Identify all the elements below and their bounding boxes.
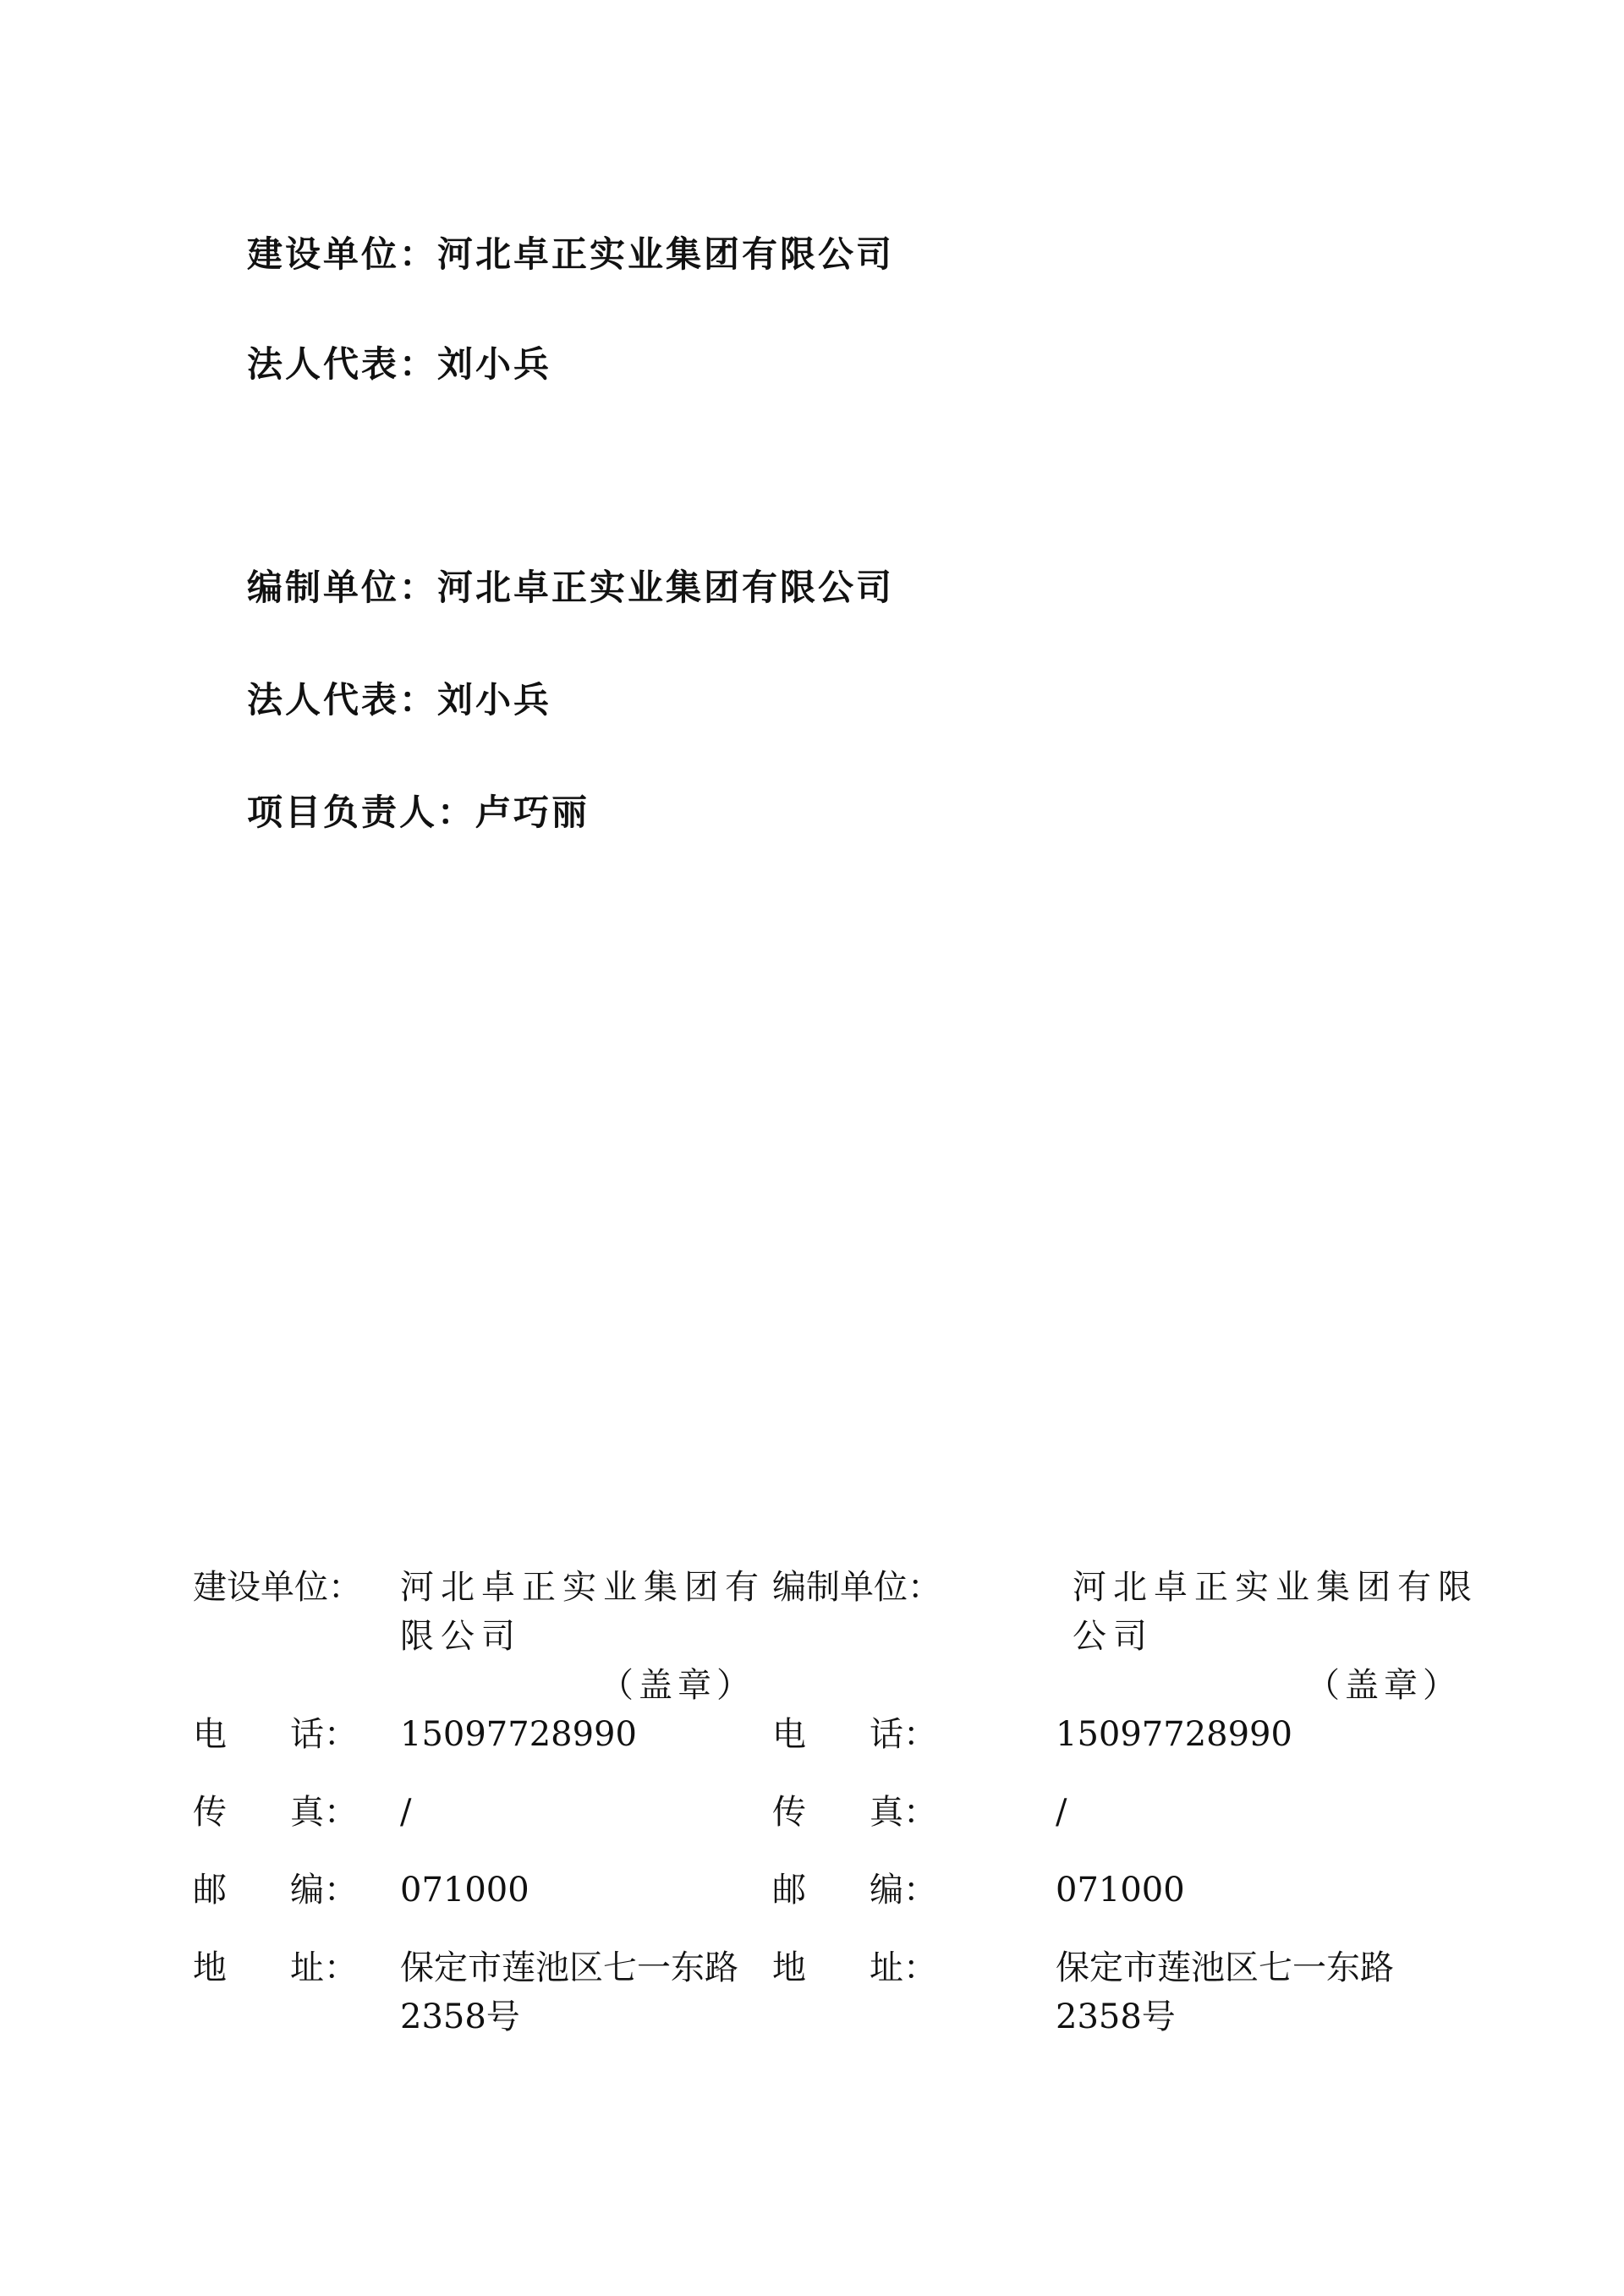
left-address-value: 保定市莲池区七一东路2358号 <box>400 1948 738 2036</box>
legal-rep-label: 法人代表 <box>247 343 400 385</box>
left-unit-value: 河北卓正实业集团有限公司 <box>400 1568 765 1656</box>
construction-legal-rep-line <box>247 337 551 387</box>
legal-rep-value: 刘小兵 <box>437 343 552 385</box>
separator: ： <box>399 233 438 275</box>
fax-row <box>193 1788 1479 1866</box>
compiling-unit-line <box>247 560 894 611</box>
right-postcode-value: 071000 <box>1056 1871 1185 1910</box>
right-fax-label-b: 真： <box>870 1793 937 1832</box>
right-postcode-label-a: 邮 <box>772 1871 806 1910</box>
separator: ： <box>399 343 438 385</box>
right-unit-value: 河北卓正实业集团有限公司 <box>1073 1568 1479 1656</box>
right-postcode-label-b: 编： <box>870 1871 937 1910</box>
left-address-label-b: 址： <box>290 1948 358 1987</box>
construction-unit-line <box>247 227 894 277</box>
phone-row <box>193 1710 1479 1788</box>
contact-table <box>193 1563 1479 2041</box>
legal-rep-value: 刘小兵 <box>437 679 552 721</box>
left-fax-label-cell <box>193 1788 400 1866</box>
left-postcode-value: 071000 <box>400 1871 529 1910</box>
right-phone-label-cell <box>772 1710 1056 1788</box>
right-fax-value: / <box>1056 1793 1067 1832</box>
construction-unit-value: 河北卓正实业集团有限公司 <box>437 233 895 275</box>
unit-row <box>193 1563 1479 1710</box>
right-seal-note: （盖章） <box>1306 1666 1462 1705</box>
left-phone-value: 15097728990 <box>400 1715 637 1754</box>
left-address-label-a: 地 <box>193 1948 227 1987</box>
right-address-label-cell <box>772 1943 1056 2041</box>
left-seal-note: （盖章） <box>600 1666 755 1705</box>
right-fax-label-cell <box>772 1788 1056 1866</box>
project-lead-label: 项目负责人 <box>247 792 438 833</box>
left-fax-value: / <box>400 1793 412 1832</box>
left-fax-label-b: 真： <box>290 1793 358 1832</box>
right-unit-label: 编制单位： <box>772 1568 941 1607</box>
postcode-row <box>193 1866 1479 1943</box>
left-phone-label-a: 电 <box>193 1715 227 1754</box>
compiling-unit-value: 河北卓正实业集团有限公司 <box>437 567 895 608</box>
right-address-label-b: 址： <box>870 1948 937 1987</box>
left-postcode-label-a: 邮 <box>193 1871 227 1910</box>
project-lead-value: 卢巧丽 <box>475 792 590 833</box>
left-fax-label-a: 传 <box>193 1793 227 1832</box>
left-postcode-label-cell <box>193 1866 400 1943</box>
address-row <box>193 1943 1479 2041</box>
right-phone-value: 15097728990 <box>1056 1715 1292 1754</box>
separator: ： <box>437 792 476 833</box>
project-lead-line <box>247 785 590 836</box>
compiling-unit-label: 编制单位 <box>247 567 400 608</box>
left-postcode-label-b: 编： <box>290 1871 358 1910</box>
right-phone-label-b: 话： <box>870 1715 937 1754</box>
left-phone-label-b: 话： <box>290 1715 358 1754</box>
separator: ： <box>399 567 438 608</box>
separator: ： <box>399 679 438 721</box>
right-fax-label-a: 传 <box>772 1793 806 1832</box>
right-address-value: 保定市莲池区七一东路2358号 <box>1056 1948 1394 2036</box>
right-postcode-label-cell <box>772 1866 1056 1943</box>
left-phone-label-cell <box>193 1710 400 1788</box>
right-unit-cell <box>1056 1563 1479 1710</box>
legal-rep-label: 法人代表 <box>247 679 400 721</box>
right-phone-label-a: 电 <box>772 1715 806 1754</box>
left-unit-label: 建设单位： <box>193 1568 362 1607</box>
construction-unit-label: 建设单位 <box>247 233 400 275</box>
right-address-label-a: 地 <box>772 1948 806 1987</box>
compiling-legal-rep-line <box>247 672 551 723</box>
left-address-label-cell <box>193 1943 400 2041</box>
left-unit-cell <box>400 1563 772 1710</box>
